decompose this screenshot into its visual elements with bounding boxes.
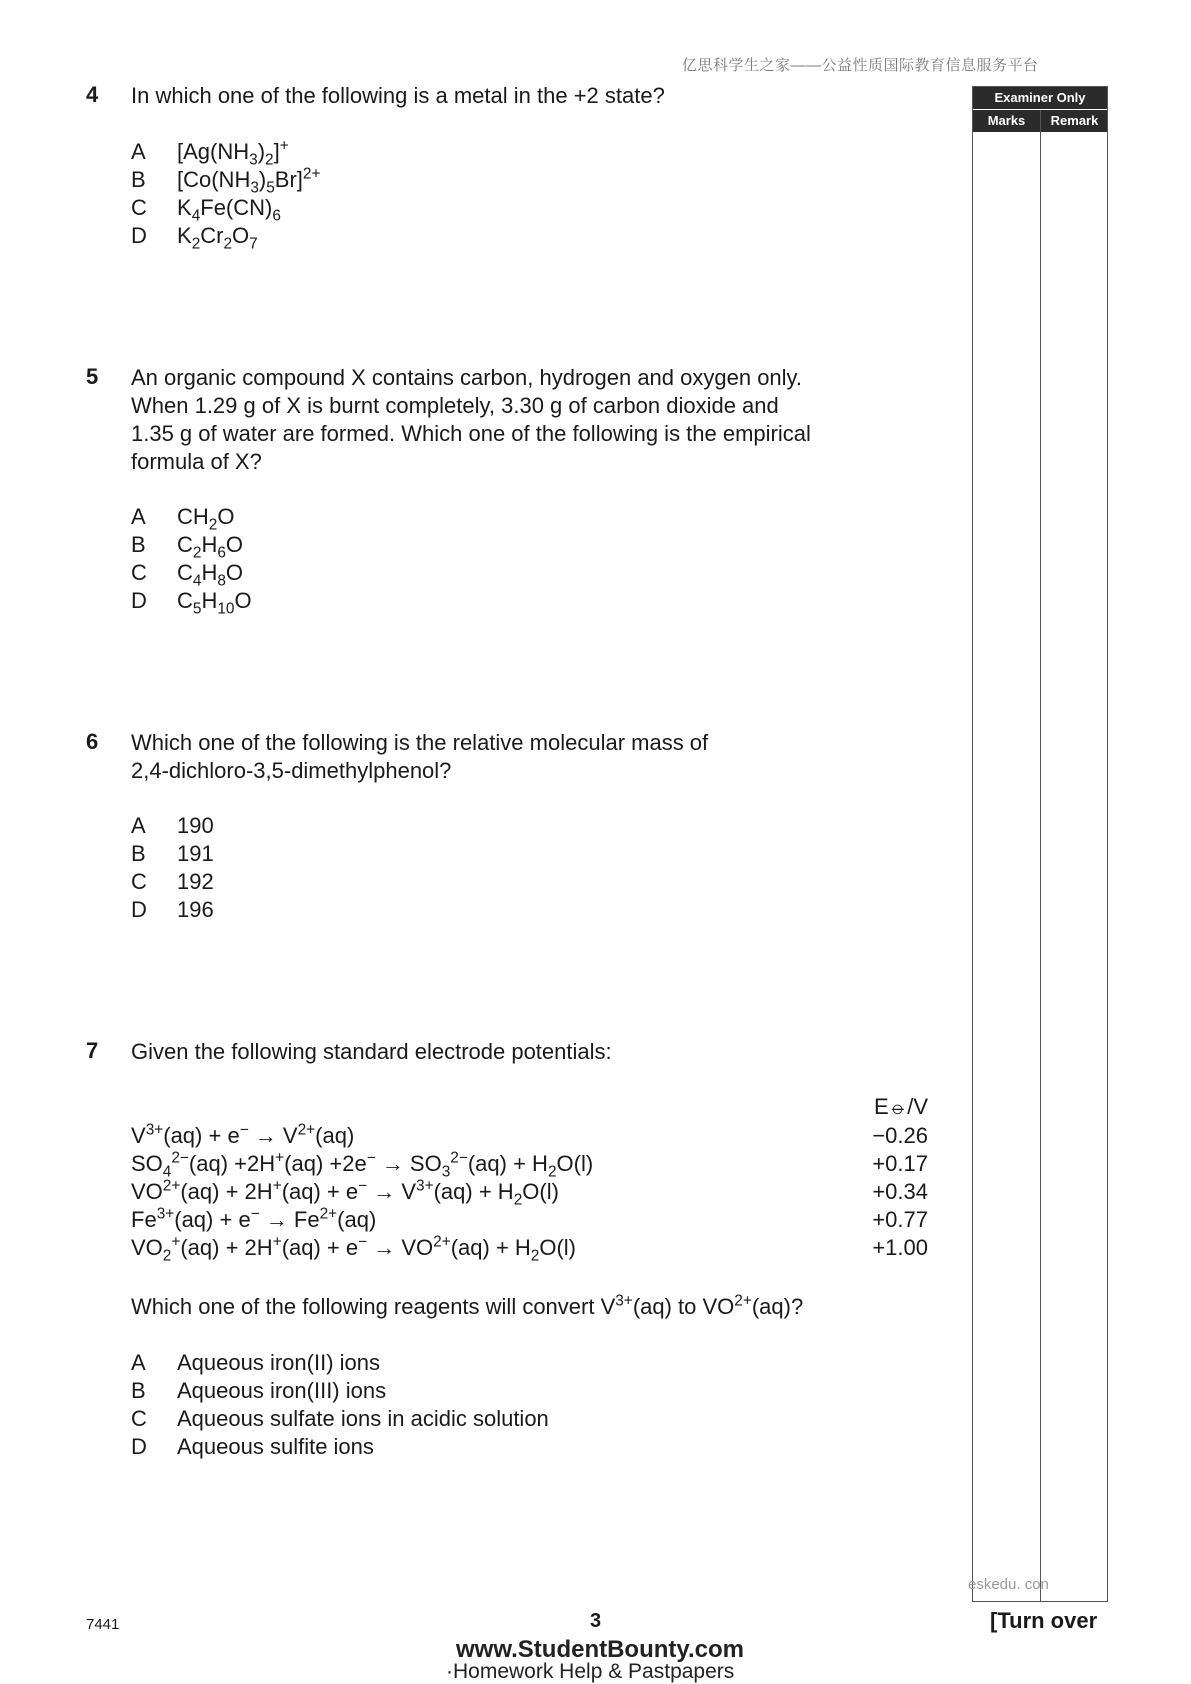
question-5-text — [131, 364, 811, 476]
option-b — [131, 840, 531, 868]
electrode-potentials — [818, 1122, 928, 1262]
option-c — [131, 868, 531, 896]
equation-row: $SO_4^{2-}(aq) +2H^+(aq) +2e^- \to SO_3^{2-}(aq) + H_2O(l)$ — [131, 1149, 594, 1181]
option-a — [131, 137, 531, 169]
option-d — [131, 1433, 731, 1461]
page-number: 3 — [590, 1610, 602, 1632]
question-6-options — [131, 812, 531, 924]
electrode-equations — [131, 1121, 594, 1265]
option-letter: B — [131, 532, 146, 557]
option-value: $CH_2O$ — [177, 504, 235, 534]
option-letter: A — [131, 1350, 146, 1375]
option-b — [131, 531, 531, 562]
option-value: $K_4Fe(CN)_6$ — [177, 195, 281, 225]
option-value: 190 — [177, 813, 214, 838]
studentbounty-link[interactable]: www.StudentBounty.com — [456, 1636, 744, 1663]
question-4-options — [131, 137, 531, 253]
question-text-line: formula of X? — [131, 449, 262, 474]
equation-row: $V^{3+}(aq) + e^- \to V^{2+}(aq)$ — [131, 1121, 355, 1148]
studentbounty-tagline: ·Homework Help & Pastpapers — [446, 1660, 735, 1683]
option-value: Aqueous sulfite ions — [177, 1434, 374, 1459]
remark-column-header: Remark — [1050, 113, 1099, 128]
question-6-number: 6 — [86, 729, 99, 754]
paper-code: 7441 — [86, 1616, 120, 1633]
turn-over-label: [Turn over — [990, 1608, 1098, 1633]
question-7-number: 7 — [86, 1038, 99, 1063]
option-c — [131, 1405, 731, 1433]
option-d — [131, 587, 531, 618]
option-d — [131, 222, 531, 253]
eskedu-watermark: eskedu. con — [968, 1576, 1049, 1593]
header-watermark: 亿思科学生之家——公益性质国际教育信息服务平台 — [682, 57, 1039, 74]
equation-row: $VO^{2+}(aq) + 2H^+(aq) + e^- \to V^{3+}(aq) + H_2O(l)$ — [131, 1177, 559, 1209]
option-b — [131, 165, 531, 197]
option-letter: D — [131, 223, 147, 248]
question-text-line: 1.35 g of water are formed. Which one of the following is the empirical — [131, 421, 811, 446]
option-letter: D — [131, 897, 147, 922]
question-7-options — [131, 1349, 731, 1461]
question-7-prompt: Which one of the following reagents will convert $V^{3+}(aq)$ to $VO^{2+}(aq)$? — [131, 1292, 804, 1319]
option-value: Aqueous iron(III) ions — [177, 1378, 387, 1403]
option-d — [131, 896, 531, 924]
option-value: $C_4H_8O$ — [177, 560, 244, 590]
option-letter: C — [131, 1406, 147, 1431]
question-text-line: Which one of the following is the relative molecular mass of — [131, 730, 709, 755]
potential-header: E⦵/V — [874, 1094, 928, 1119]
option-letter: B — [131, 167, 146, 192]
potential-value: +0.34 — [872, 1179, 928, 1204]
column-divider — [1040, 110, 1041, 1601]
option-letter: A — [131, 813, 146, 838]
option-letter: D — [131, 588, 147, 613]
option-c — [131, 559, 531, 590]
question-text-line: An organic compound X contains carbon, hydrogen and oxygen only. — [131, 365, 803, 390]
option-a — [131, 1349, 731, 1377]
potential-value: +0.77 — [872, 1207, 928, 1232]
potential-value: +1.00 — [872, 1235, 928, 1260]
potential-value: +0.17 — [872, 1151, 928, 1176]
option-letter: A — [131, 139, 146, 164]
option-value: $C_5H_{10}O$ — [177, 588, 252, 618]
option-value: $C_2H_6O$ — [177, 532, 244, 562]
option-letter: C — [131, 195, 147, 220]
question-4-text: In which one of the following is a metal in the +2 state? — [131, 83, 665, 108]
question-6-text — [131, 729, 708, 785]
equation-row: $VO_2^+(aq) + 2H^+(aq) + e^- \to VO^{2+}(aq) + H_2O(l)$ — [131, 1233, 577, 1265]
option-value: 191 — [177, 841, 214, 866]
option-letter: B — [131, 841, 146, 866]
option-value: Aqueous sulfate ions in acidic solution — [177, 1406, 549, 1431]
question-text-line: When 1.29 g of X is burnt completely, 3.30 g of carbon dioxide and — [131, 393, 779, 418]
question-5-options — [131, 503, 531, 618]
option-c — [131, 194, 531, 225]
examiner-only-title: Examiner Only — [973, 87, 1107, 109]
equation-row: $Fe^{3+}(aq) + e^- \to Fe^{2+}(aq)$ — [131, 1205, 377, 1232]
examiner-only-box — [972, 86, 1108, 1602]
option-value: $[Ag(NH_3)_2]^+$ — [177, 137, 289, 169]
option-letter: C — [131, 560, 147, 585]
marks-column-header: Marks — [987, 113, 1026, 128]
option-letter: A — [131, 504, 146, 529]
option-value: $K_2Cr_2O_7$ — [177, 223, 258, 253]
question-7-text: Given the following standard electrode potentials: — [131, 1039, 612, 1064]
question-5-number: 5 — [86, 364, 99, 389]
option-value: $[Co(NH_3)_5Br]^{2+}$ — [177, 165, 321, 197]
question-4-number: 4 — [86, 82, 99, 107]
option-a — [131, 503, 531, 534]
option-letter: B — [131, 1378, 146, 1403]
option-letter: C — [131, 869, 147, 894]
option-value: 192 — [177, 869, 214, 894]
option-b — [131, 1377, 731, 1405]
option-value: 196 — [177, 897, 214, 922]
option-a — [131, 812, 531, 840]
option-letter: D — [131, 1434, 147, 1459]
potential-value: −0.26 — [872, 1123, 928, 1148]
option-value: Aqueous iron(II) ions — [177, 1350, 380, 1375]
question-text-line: 2,4-dichloro-3,5-dimethylphenol? — [131, 758, 452, 783]
